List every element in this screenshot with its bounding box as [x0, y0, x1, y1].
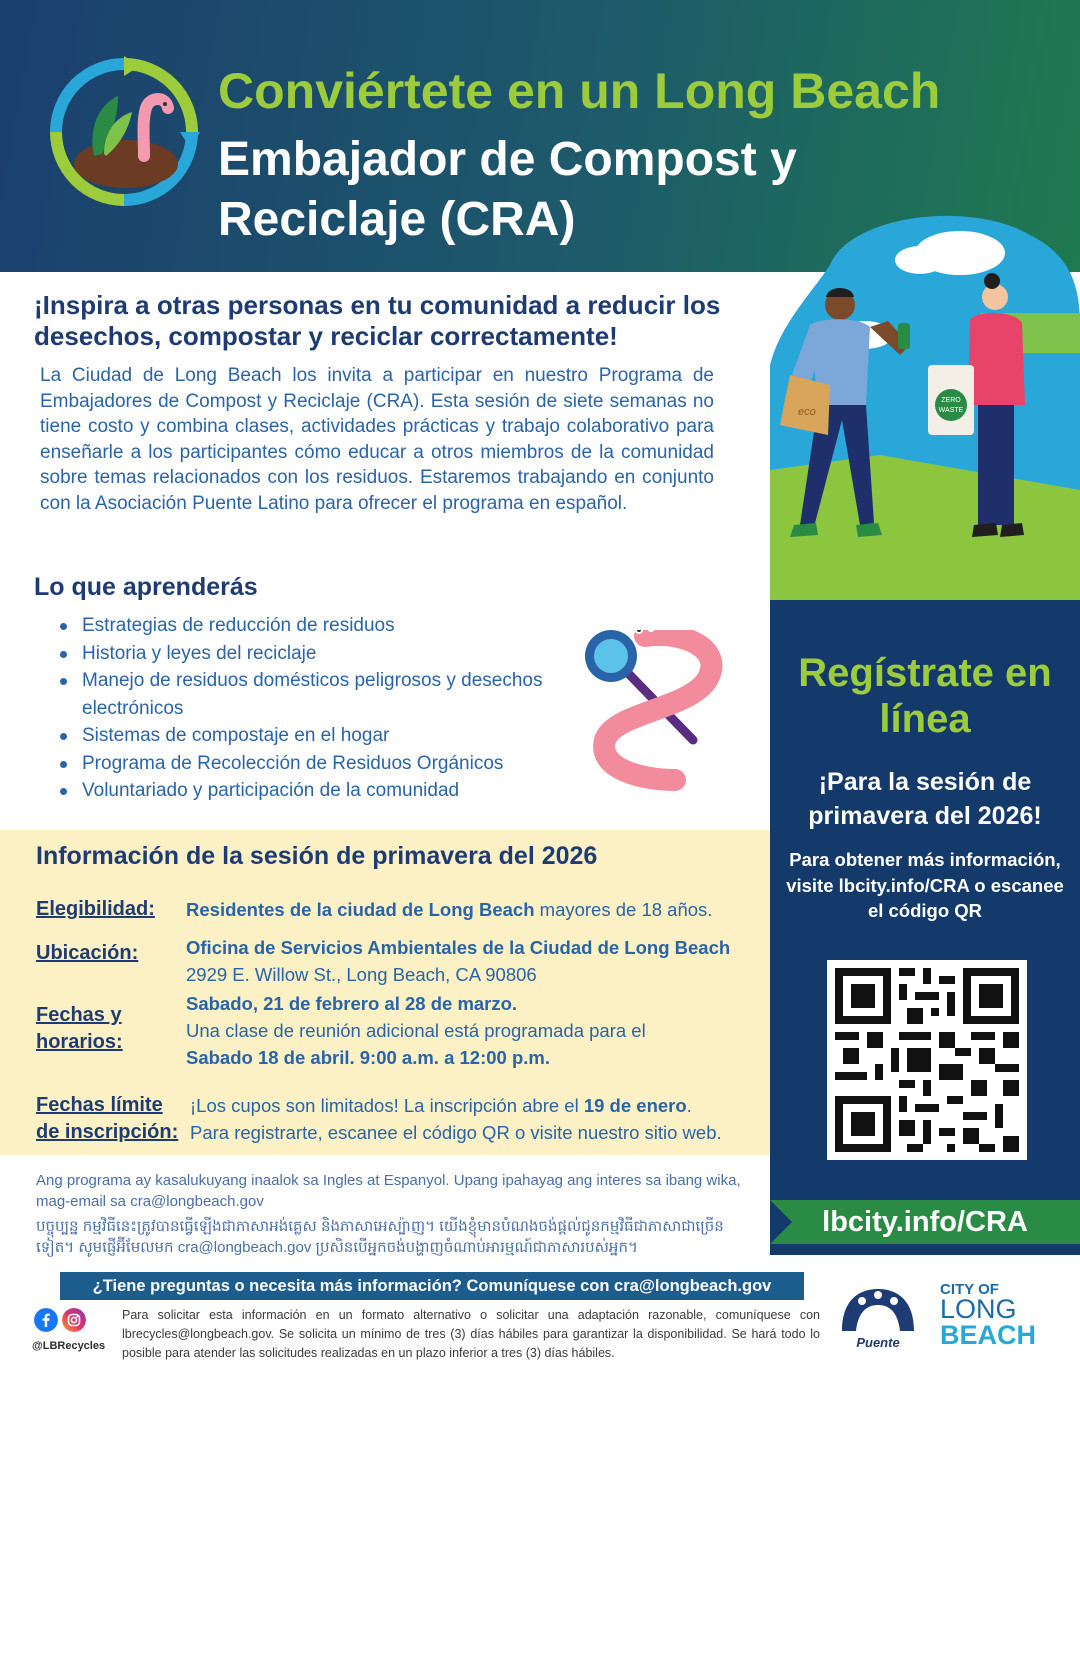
dates-line2: Una clase de reunión adicional está programada para el — [186, 1020, 646, 1041]
register-session: ¡Para la sesión de primavera del 2026! — [808, 768, 1042, 830]
location-value — [186, 934, 766, 988]
deadline-label-line2: de inscripción: — [36, 1121, 179, 1143]
session-info-box — [0, 830, 770, 1155]
list-item: Historia y leyes del reciclaje — [58, 640, 578, 668]
compost-logo-icon — [48, 56, 200, 208]
url-bar[interactable] — [770, 1200, 1080, 1244]
register-url[interactable]: lbcity.info/CRA — [822, 1206, 1028, 1238]
zero-text: ZERO — [941, 397, 961, 404]
city-of-text: CITY OF — [940, 1281, 999, 1298]
city-long-text: LONG — [940, 1294, 1017, 1324]
deadline-text-a: ¡Los cupos son limitados! La inscripción abre el — [190, 1095, 584, 1116]
social-block — [32, 1308, 122, 1362]
eligibility-value — [186, 896, 766, 923]
dates-label — [36, 1002, 123, 1056]
eligibility-label: Elegibilidad: — [36, 898, 155, 920]
facebook-icon[interactable] — [34, 1308, 58, 1332]
intro-headline: ¡Inspira a otras personas en tu comunidad a reducir los desechos, compostar y reciclar correctamente! — [34, 290, 721, 351]
social-handle[interactable]: @LBRecycles — [32, 1340, 106, 1352]
list-item: Manejo de residuos domésticos peligrosos y desechos electrónicos — [58, 667, 578, 722]
people-walking-illustration — [770, 205, 1080, 600]
learn-title: Lo que aprenderás — [34, 573, 258, 601]
deadline-value — [190, 1092, 770, 1146]
instagram-icon[interactable] — [62, 1308, 86, 1332]
register-title: Regístrate en línea — [798, 651, 1052, 741]
questions-bar: ¿Tiene preguntas o necesita más información? Comuníquese con cra@longbeach.gov — [60, 1272, 804, 1300]
deadline-label-line1: Fechas límite — [36, 1094, 163, 1116]
khmer-notice: បច្ចុប្បន្ន កម្មវិធីនេះត្រូវបានធ្វើឡើងជាភាសាអង់គ្លេស និងភាសាអេស្ប៉ាញ។ យើងខ្ញុំមានបំណងចង់ផ្តល់ជូនកម្មវិធីជាភាសាជាច្រើនទៀត។ សូមផ្ញើអ៊ីមែលមក cra@longbeach.gov ប្រសិនបើអ្នកចង់បង្ហាញចំណាប់អារម្មណ៍ជាភាសារបស់អ្នក។ — [36, 1218, 724, 1256]
intro-paragraph: La Ciudad de Long Beach los invita a participar en nuestro Programa de Embajadores de Compost y Reciclaje (CRA). Esta sesión de siete semanas no tiene costo y combina clases, actividades prácticas y trabajo colaborativo para enseñarle a los participantes cómo educar a otros miembros de la comunidad sobre temas relacionados con los residuos. Estaremos trabajando en conjunto con la Asociación Puente Latino para ofrecer el programa en español. — [40, 365, 714, 514]
deadline-line2: Para registrarte, escanee el código QR o visite nuestro sitio web. — [190, 1122, 722, 1143]
register-info: Para obtener más información, visite lbcity.info/CRA o escanee el código QR — [786, 849, 1064, 921]
session-title: Información de la sesión de primavera del 2026 — [36, 842, 598, 870]
tagalog-notice: Ang programa ay kasalukuyang inaalok sa Ingles at Espanyol. Upang ipahayag ang interes sa ibang wika, mag-email sa cra@longbeach.gov — [36, 1172, 741, 1210]
deadline-text-c: . — [686, 1095, 692, 1116]
list-item: Voluntariado y participación de la comunidad — [58, 777, 578, 805]
deadline-label — [36, 1092, 178, 1146]
location-address: 2929 E. Willow St., Long Beach, CA 90806 — [186, 964, 537, 985]
waste-text: WASTE — [938, 407, 964, 414]
dates-label-line1: Fechas y — [36, 1004, 122, 1026]
dates-value — [186, 990, 766, 1071]
deadline-date: 19 de enero — [583, 1095, 687, 1116]
puente-text: Puente — [856, 1335, 900, 1350]
location-name: Oficina de Servicios Ambientales de la Ciudad de Long Beach — [186, 937, 731, 958]
qr-code-icon[interactable] — [827, 960, 1027, 1160]
worm-magnifier-icon — [575, 630, 775, 830]
learn-list — [58, 612, 578, 805]
dates-line3: Sabado 18 de abril. 9:00 a.m. a 12:00 p.m. — [186, 1047, 550, 1068]
deadline-line1 — [190, 1092, 770, 1119]
eligibility-rest: mayores de 18 años. — [534, 899, 713, 920]
register-panel — [770, 600, 1080, 1255]
puente-logo — [838, 1283, 918, 1351]
accessibility-notice: Para solicitar esta información en un formato alternativo o solicitar una adaptación razonable, comuníquese con lbrecycles@longbeach.gov. Se solicita un mínimo de tres (3) días hábiles para garantizar la disponibilidad. Se hará todo lo posible para atender las solicitudes realizadas en un plazo inferior a tres (3) días hábiles. — [122, 1308, 820, 1360]
title-line-2: Embajador de Compost y Reciclaje (CRA) — [218, 133, 797, 246]
eco-bag-text: eco — [798, 406, 816, 418]
dates-line1: Sabado, 21 de febrero al 28 de marzo. — [186, 993, 518, 1014]
list-item: Sistemas de compostaje en el hogar — [58, 722, 578, 750]
eligibility-bold: Residentes de la ciudad de Long Beach — [186, 899, 535, 920]
city-beach-text: BEACH — [940, 1320, 1037, 1350]
list-item: Programa de Recolección de Residuos Orgánicos — [58, 750, 578, 778]
title-line-1: Conviértete en un Long Beach — [218, 63, 941, 119]
location-label: Ubicación: — [36, 942, 139, 964]
list-item: Estrategias de reducción de residuos — [58, 612, 578, 640]
city-logo — [940, 1281, 1040, 1351]
dates-label-line2: horarios: — [36, 1031, 123, 1053]
